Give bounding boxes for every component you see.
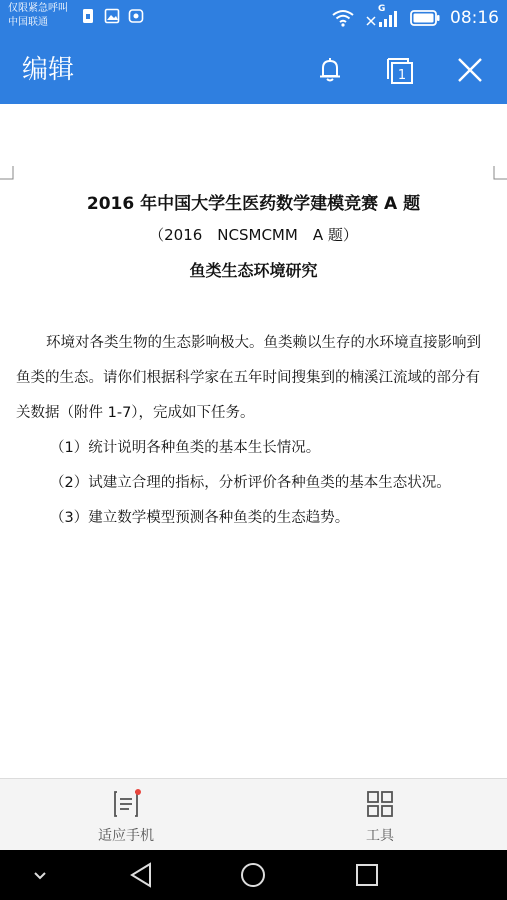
app-notification-icon [128,8,144,24]
battery-icon [410,10,440,26]
cellular-signal [364,4,400,28]
network-type: G [378,4,386,14]
document-page [0,104,507,778]
home-icon[interactable] [240,862,266,888]
svg-text:1: 1 [397,68,407,83]
document-body [16,326,494,536]
gallery-icon [104,8,120,24]
task-item: （1）统计说明各种鱼类的基本生长情况。 [50,440,321,456]
tools-button[interactable] [320,789,440,845]
system-nav-bar [0,850,507,900]
app-bar-actions [315,55,485,85]
document-title: 2016 年中国大学生医药数学建模竞赛 A 题 [86,194,421,214]
app-bar [0,36,507,104]
grid-icon [365,789,395,819]
notification-icons [80,8,144,24]
fit-to-phone-button[interactable] [66,789,186,845]
clock: 08:16 [450,8,499,28]
no-sim-icon [366,16,376,26]
intro-paragraph: 环境对各类生物的生态影响极大。鱼类赖以生存的水环境直接影响到鱼类的生态。请你们根据科学家在五年时间搜集到的楠溪江流域的部分有关数据（附件 1-7），完成如下任务。 [16,335,481,421]
window-switch-icon[interactable] [385,55,415,85]
carrier-info [8,2,68,30]
signal-bars-icon [378,10,400,28]
bell-icon[interactable] [315,55,345,85]
page-corner-mark [493,166,507,180]
fit-to-phone-label: 适应手机 [98,828,154,844]
status-bar [0,0,507,36]
task-item: （2）试建立合理的指标，分析评价各种鱼类的基本生态状况。 [50,475,451,491]
recents-icon[interactable] [354,862,380,888]
sim-card-icon [80,8,96,24]
bottom-toolbar [0,778,507,851]
emergency-only-text: 仅限紧急呼叫 [8,3,68,14]
document-subtitle: （2016 NCSMCMM A 题） [149,226,358,244]
system-icons [332,4,499,28]
wifi-icon [332,9,354,27]
carrier-name: 中国联通 [8,17,48,28]
tools-label: 工具 [366,828,394,844]
document-topic: 鱼类生态环境研究 [189,261,318,280]
back-icon[interactable] [128,862,154,888]
fit-phone-icon [111,789,141,819]
task-item: （3）建立数学模型预测各种鱼类的生态趋势。 [50,510,350,526]
page-title: 编辑 [22,55,75,85]
close-icon[interactable] [455,55,485,85]
chevron-down-icon[interactable] [28,862,52,888]
page-corner-mark [0,166,14,180]
